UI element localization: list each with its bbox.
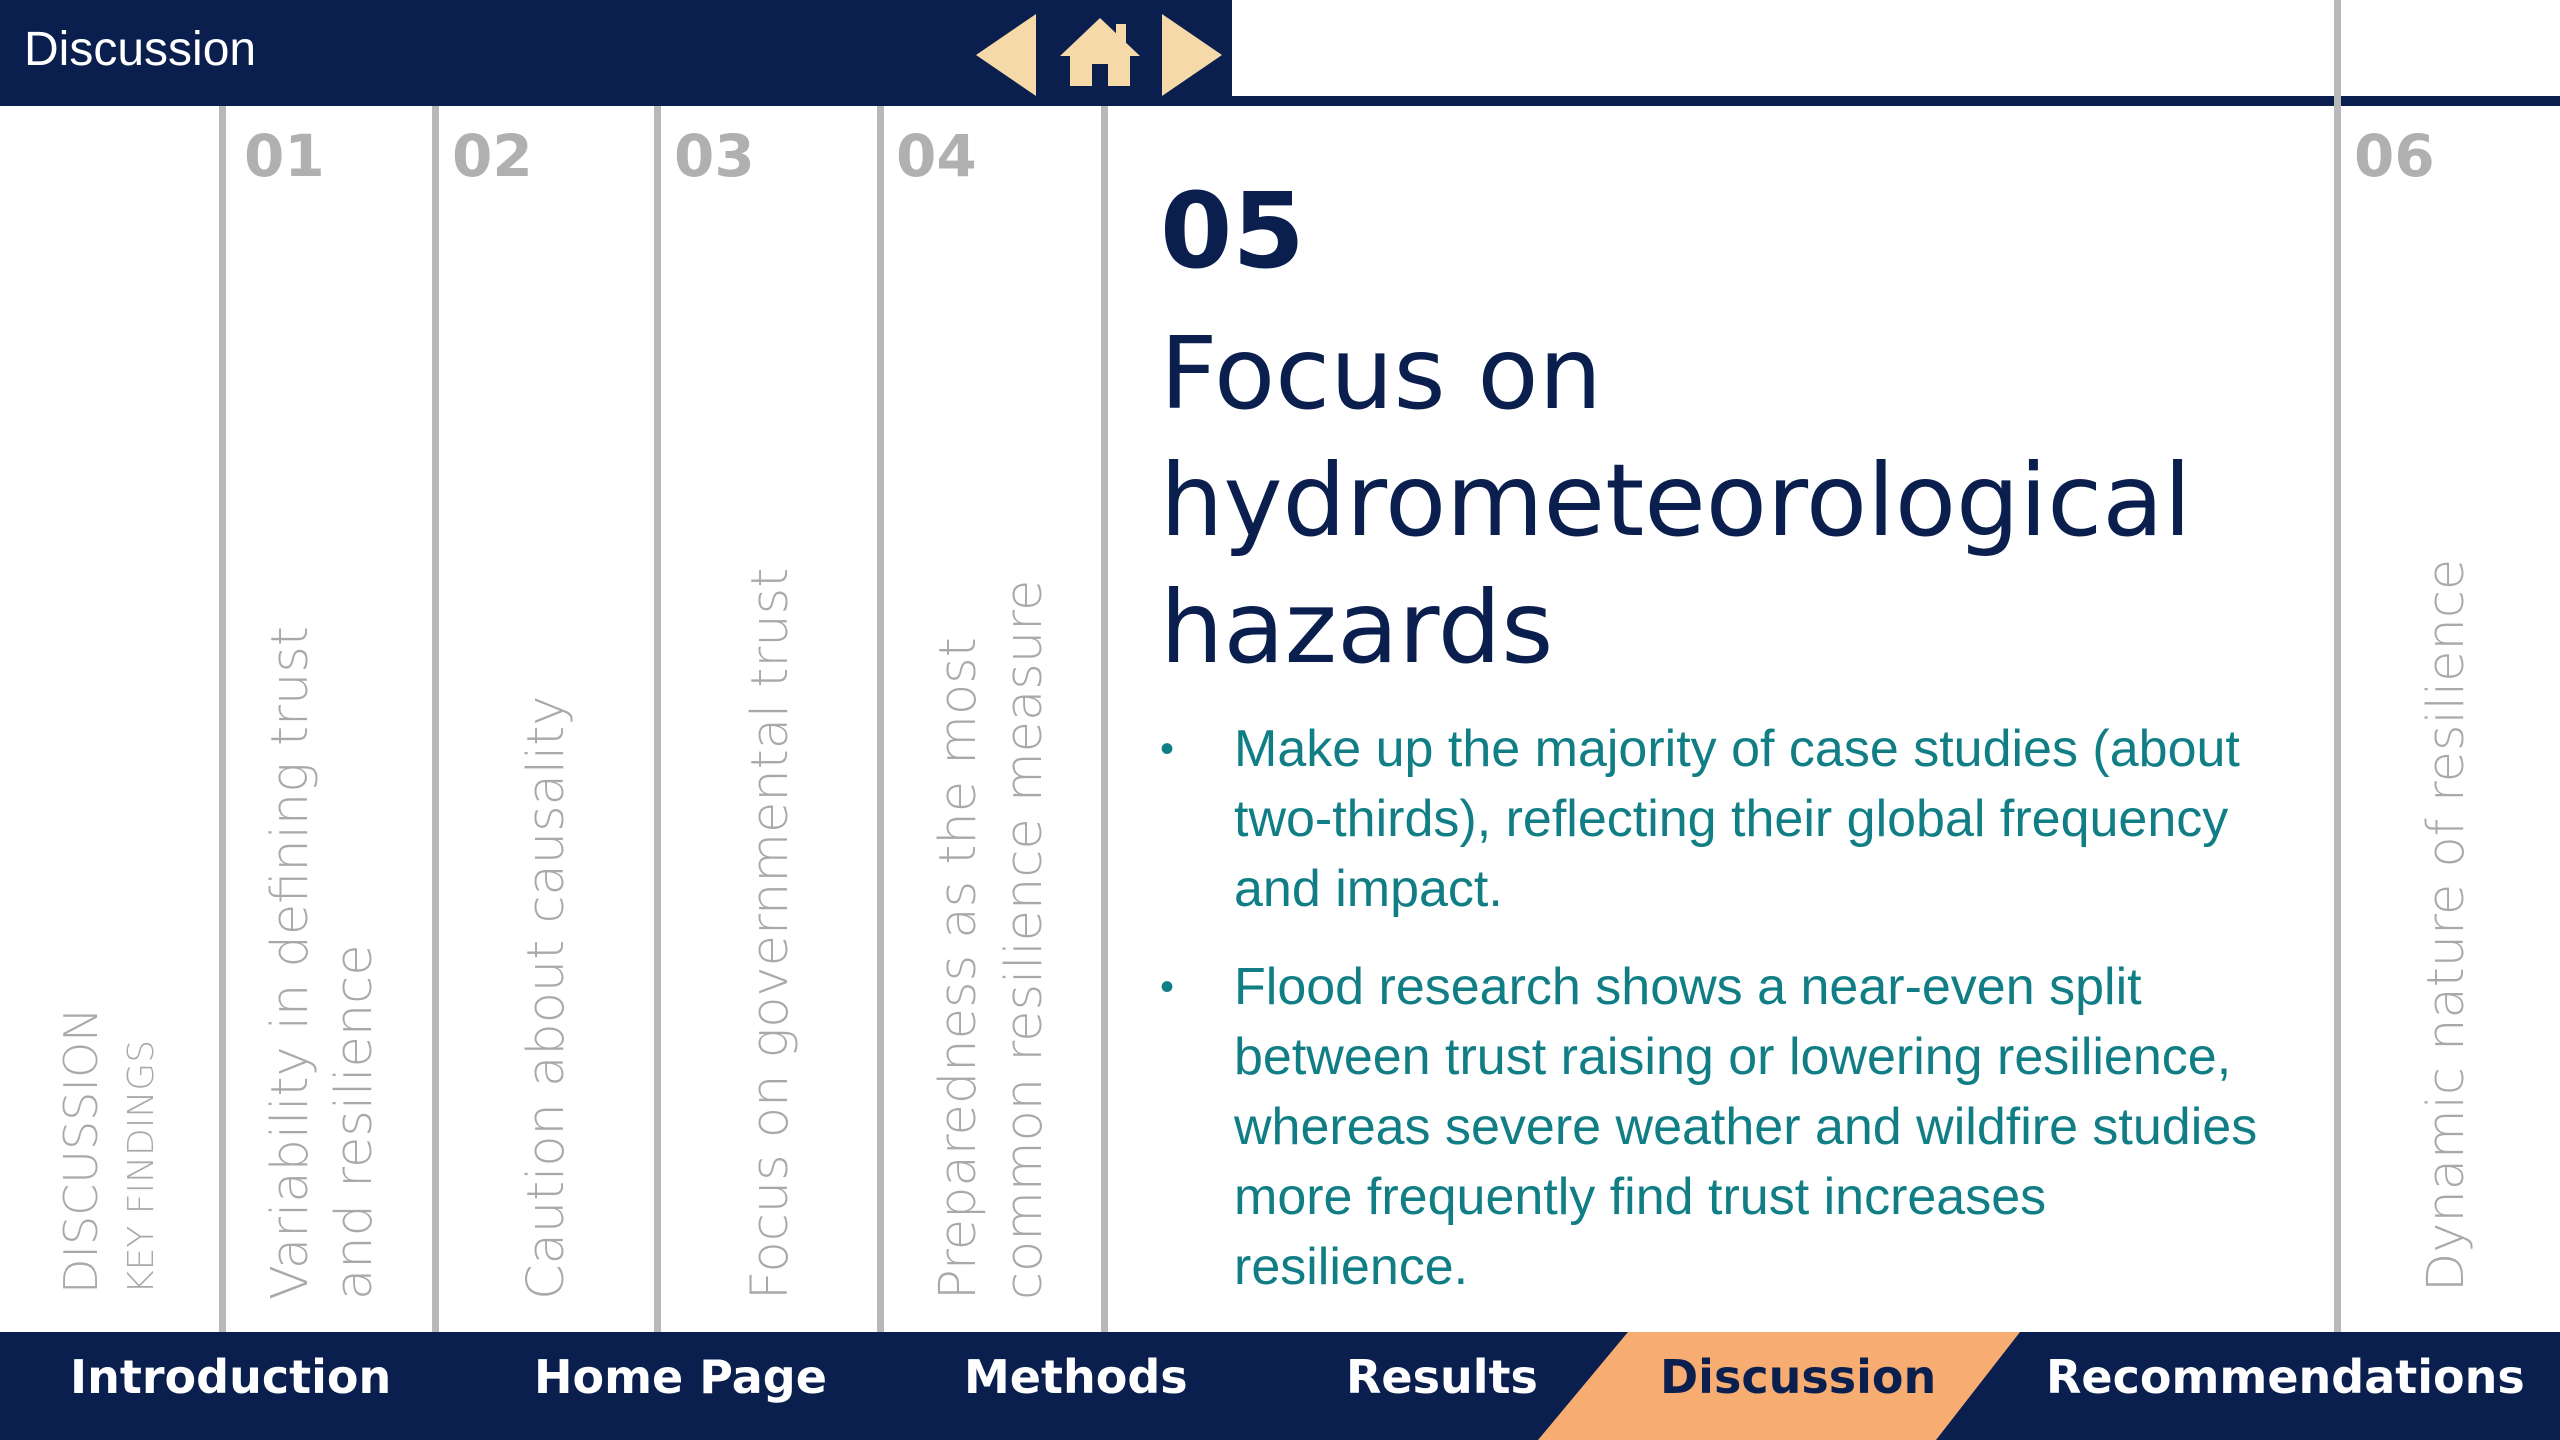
intro-title: DISCUSSION xyxy=(54,1007,108,1294)
active-finding-title: Focus on hydrometeorological hazards xyxy=(1160,315,2192,686)
tab-discussion[interactable]: Discussion xyxy=(1660,1350,1937,1404)
finding-bullet xyxy=(1160,714,2280,924)
tab-introduction[interactable]: Introduction xyxy=(70,1350,392,1404)
finding-number-06[interactable]: 06 xyxy=(2354,122,2435,190)
column-divider xyxy=(219,106,226,1332)
tab-recommendations[interactable]: Recommendations xyxy=(2046,1350,2525,1404)
finding-number-01[interactable]: 01 xyxy=(244,122,325,190)
bullet-text: Make up the majority of case studies (about two-thirds), reflecting their global frequency and impact. xyxy=(1234,720,2240,918)
finding-label-line: Variability in defining trust xyxy=(261,626,320,1300)
finding-label-line: Dynamic nature of resilience xyxy=(2417,558,2476,1292)
intro-subtitle: KEY FINDINGS xyxy=(121,1039,162,1294)
finding-label-line: Preparedness as the most xyxy=(929,637,988,1300)
previous-triangle-icon[interactable] xyxy=(976,14,1040,96)
column-divider xyxy=(1101,106,1108,1332)
top-bar xyxy=(0,0,1232,106)
top-rule xyxy=(1232,96,2560,106)
finding-number-03[interactable]: 03 xyxy=(674,122,755,190)
finding-bullet xyxy=(1160,952,2280,1302)
column-divider xyxy=(432,106,439,1332)
column-divider xyxy=(877,106,884,1332)
next-triangle-icon[interactable] xyxy=(1158,14,1222,96)
finding-number-02[interactable]: 02 xyxy=(452,122,533,190)
tab-methods[interactable]: Methods xyxy=(964,1350,1188,1404)
bullet-marker: • xyxy=(1160,965,1175,1009)
column-divider xyxy=(654,106,661,1332)
finding-label-line: Focus on governmental trust xyxy=(741,567,800,1300)
tab-results[interactable]: Results xyxy=(1346,1350,1538,1404)
section-title: Discussion xyxy=(24,23,257,76)
active-finding-number: 05 xyxy=(1160,170,1305,292)
bullet-marker: • xyxy=(1160,727,1175,771)
column-divider xyxy=(2334,0,2341,1332)
finding-label-line: Caution about causality xyxy=(517,695,576,1300)
bullet-text: Flood research shows a near-even split between trust raising or lowering resilience, whereas severe weather and wildfire studies more frequently find trust increases resilience. xyxy=(1234,958,2258,1296)
home-icon[interactable] xyxy=(1058,14,1142,90)
finding-number-04[interactable]: 04 xyxy=(896,122,977,190)
tab-home-page[interactable]: Home Page xyxy=(534,1350,827,1404)
finding-label-line: common resilience measure xyxy=(995,579,1054,1300)
finding-label-line: and resilience xyxy=(325,944,384,1300)
